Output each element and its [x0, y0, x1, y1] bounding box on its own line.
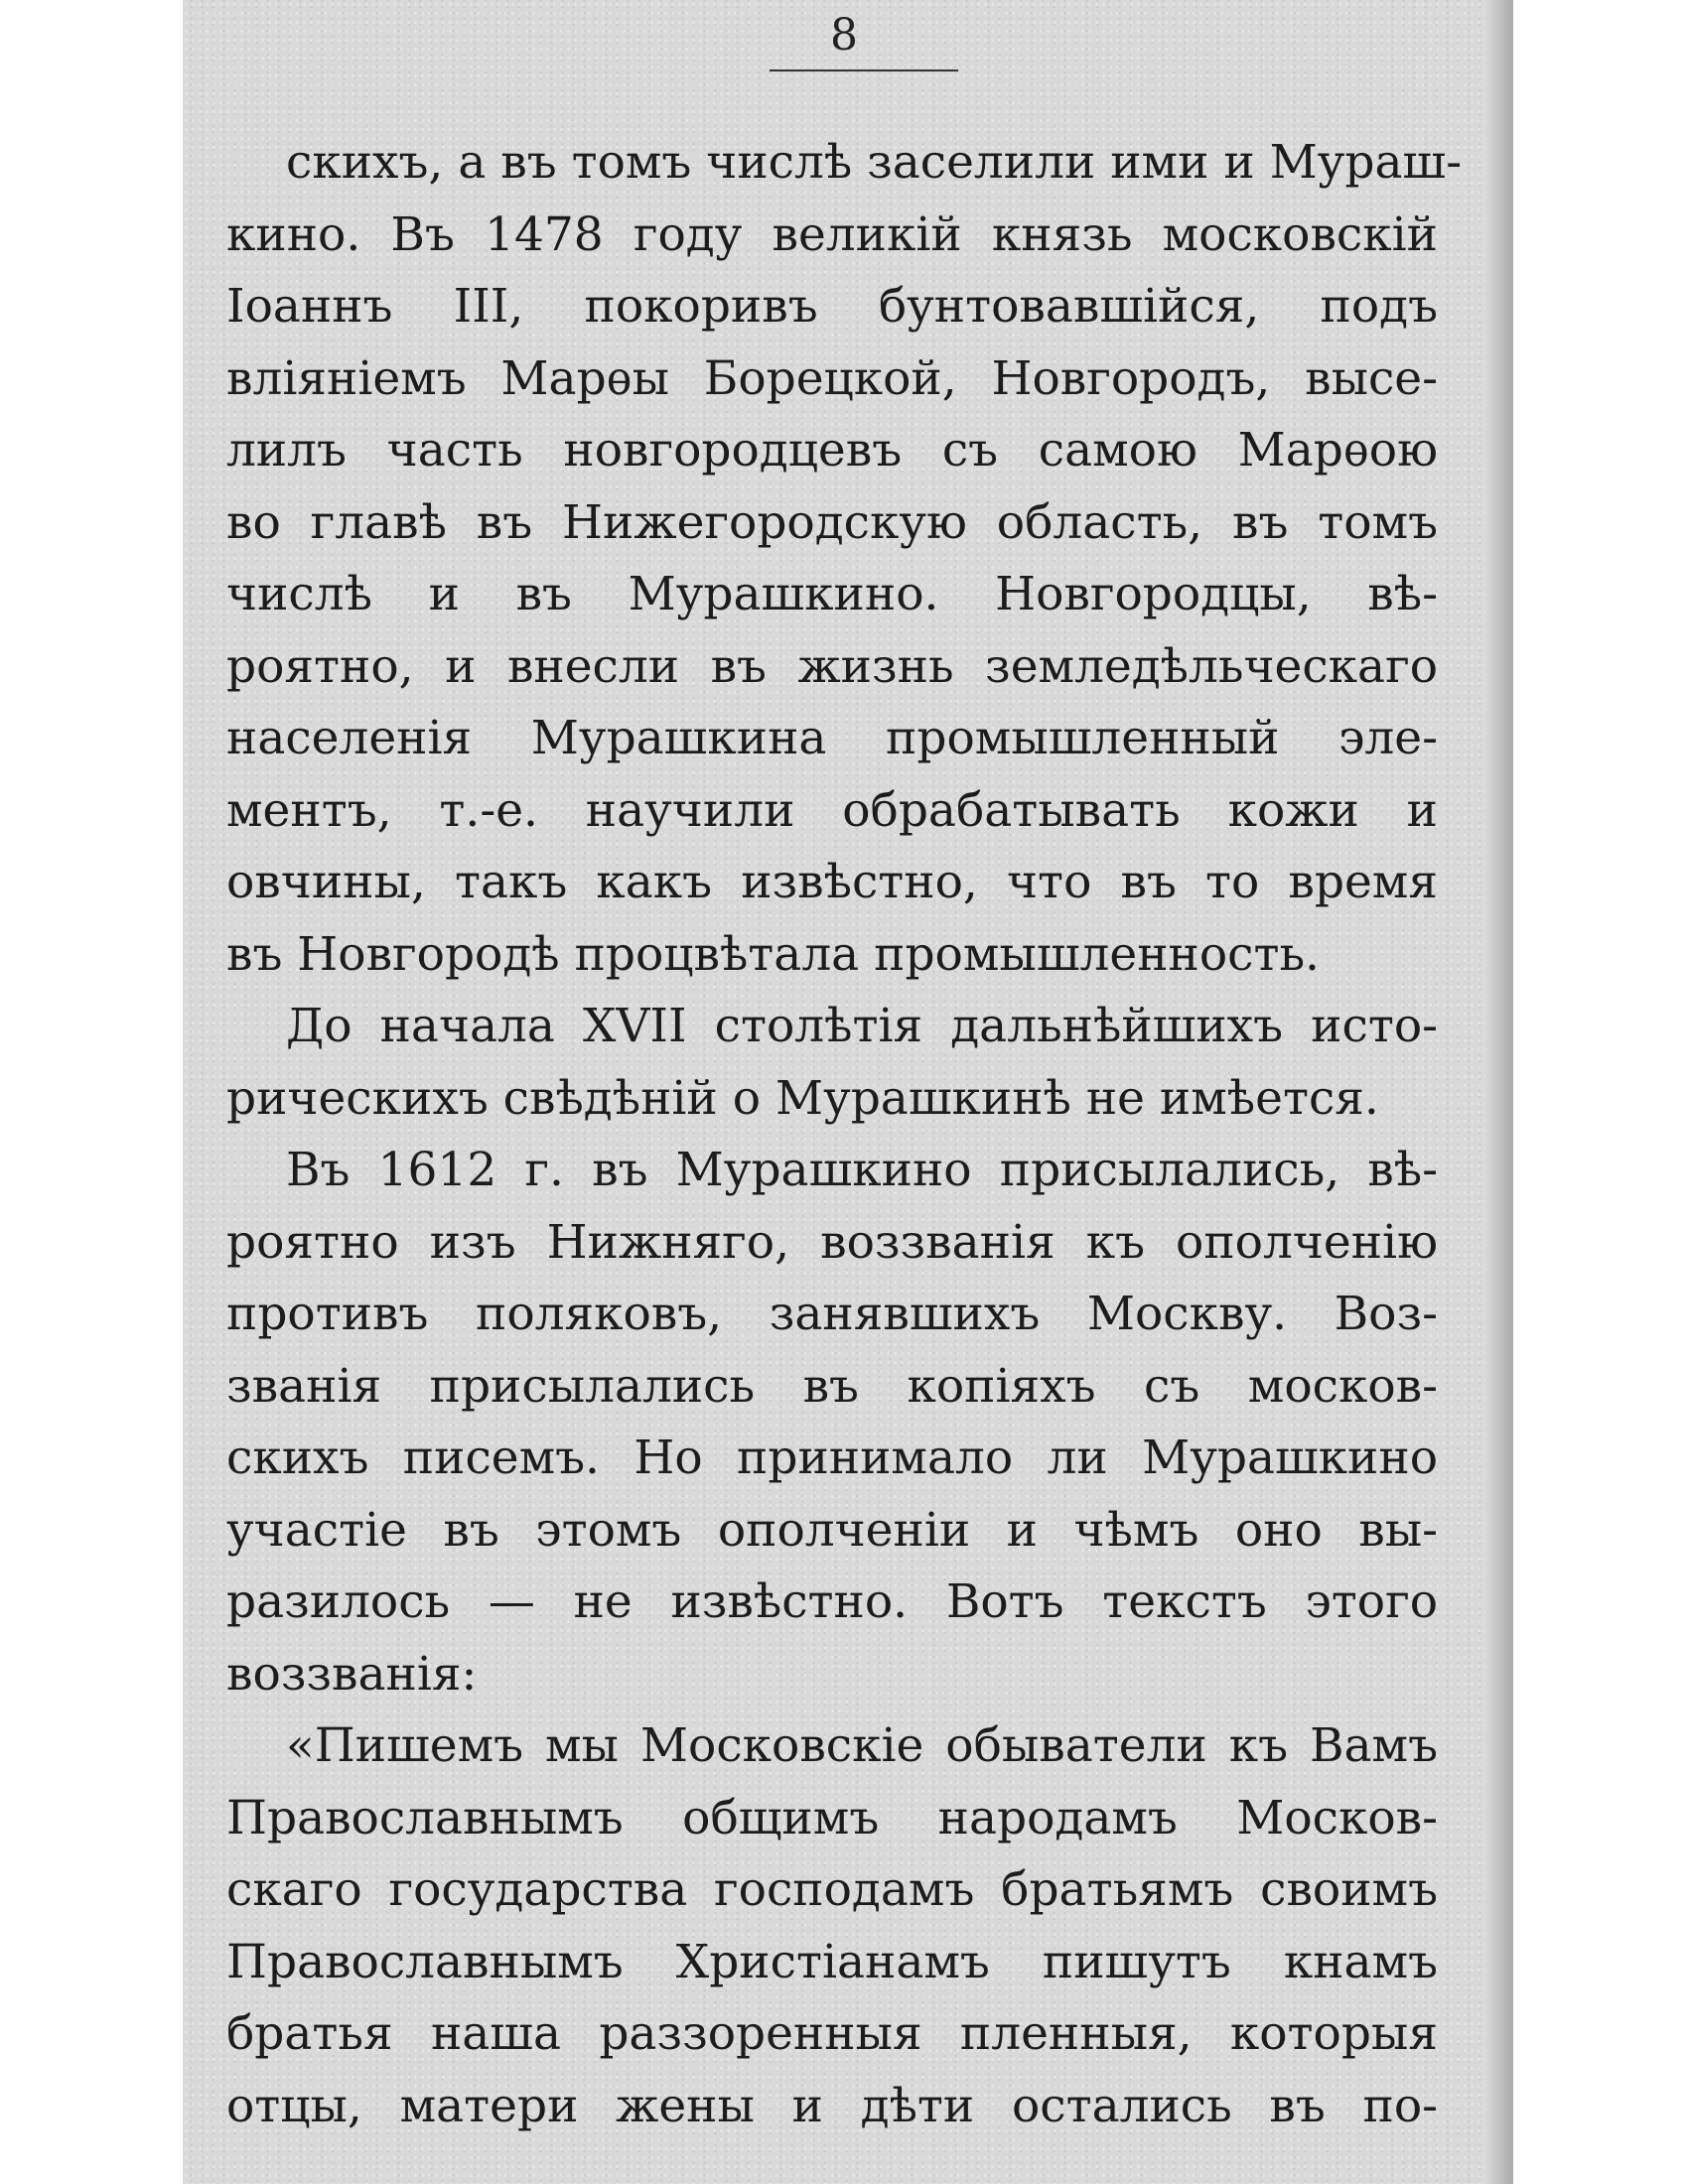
text-line: роятно, и внесли въ жизнь земледѣльческаго	[226, 638, 1438, 694]
text-line: кино. Въ 1478 году великій князь московскій	[226, 206, 1438, 262]
text-line: въ Новгородѣ процвѣтала промышленность.	[226, 926, 1320, 982]
text-line: противъ поляковъ, занявшихъ Москву. Воз-	[226, 1287, 1438, 1341]
text-line: во главѣ въ Нижегородскую область, въ томъ	[226, 494, 1438, 550]
text-line: рическихъ свѣдѣній о Мурашкинѣ не имѣется.	[226, 1070, 1379, 1126]
text-line: роятно изъ Нижняго, воззванія къ ополченію	[226, 1214, 1438, 1270]
text-line: До начала XVII столѣтія дальнѣйшихъ исто-	[286, 999, 1438, 1053]
page-number: 8	[830, 10, 858, 61]
body-text	[226, 127, 1463, 2142]
text-line: «Пишемъ мы Московскіе обыватели къ Вамъ	[286, 1718, 1438, 1773]
text-line: отцы, матери жены и дѣти остались въ по-	[226, 2078, 1438, 2133]
text-line: Въ 1612 г. въ Мурашкино присылались, вѣ-	[286, 1143, 1438, 1197]
text-line: участіе въ этомъ ополченіи и чѣмъ оно вы-	[226, 1502, 1438, 1558]
text-line: скихъ писемъ. Но принимало ли Мурашкино	[226, 1431, 1438, 1485]
text-line: числѣ и въ Мурашкино. Новгородцы, вѣ-	[226, 567, 1438, 621]
text-line: Іоаннъ III, покоривъ бунтовавшійся, подъ	[226, 279, 1438, 334]
text-line: званія присылались въ копіяхъ съ москов-	[226, 1358, 1438, 1414]
text-line: воззванія:	[226, 1646, 478, 1702]
page-edge-shadow	[1485, 0, 1513, 2184]
text-line: Православнымъ общимъ народамъ Москов-	[226, 1790, 1438, 1845]
text-line: лилъ часть новгородцевъ съ самою Марѳою	[226, 423, 1438, 478]
text-line: Православнымъ Христіанамъ пишутъ кнамъ	[226, 1934, 1438, 1989]
text-line: населенія Мурашкина промышленный эле-	[226, 711, 1438, 765]
text-line: вліяніемъ Марѳы Борецкой, Новгородъ, высе-	[226, 350, 1438, 406]
text-line: овчины, такъ какъ извѣстно, что въ то время	[226, 855, 1438, 909]
text-line: скаго государства господамъ братьямъ своимъ	[226, 1862, 1438, 1917]
text-line: разилось — не извѣстно. Вотъ текстъ этого	[226, 1574, 1438, 1629]
text-line: братья наша раззоренныя пленныя, которыя	[226, 2006, 1438, 2061]
page-number-rule	[770, 69, 958, 71]
text-line: скихъ, а въ томъ числѣ заселили ими и Мураш-	[286, 135, 1463, 190]
text-line: ментъ, т.-е. научили обрабатывать кожи и	[226, 782, 1438, 838]
